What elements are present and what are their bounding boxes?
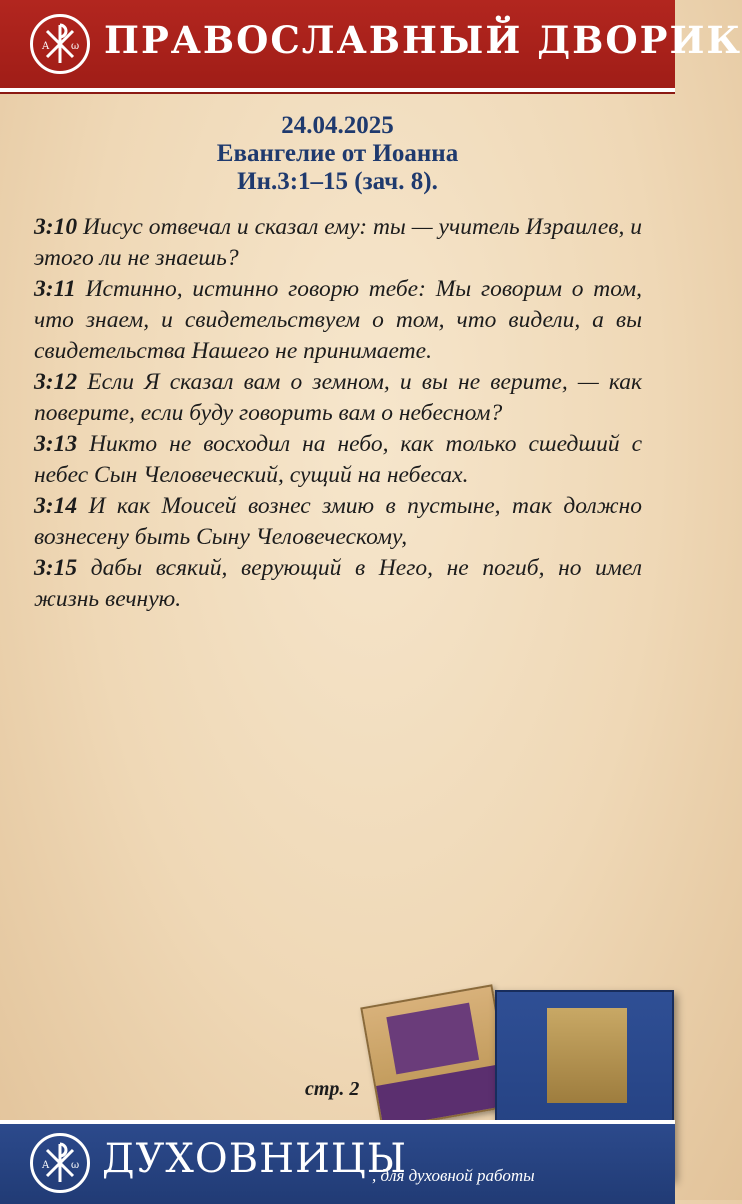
verse-list xyxy=(34,212,642,615)
svg-text:A: A xyxy=(42,41,50,52)
reading-heading xyxy=(0,112,675,196)
verse-number: 3:12 xyxy=(34,369,78,395)
icon-painting xyxy=(386,1003,479,1075)
verse-text: Никто не восходил на небо, как только сшедший с небес Сын Человеческий, сущий на небесах. xyxy=(34,431,642,488)
verse-text: Иисус отвечал и сказал ему: ты — учитель Израилев, и этого ли не знаешь? xyxy=(34,214,642,271)
verse-text: Если Я сказал вам о земном, и вы не верите, — как поверите, если буду говорить вам о небесном? xyxy=(34,369,643,426)
chi-rho-logo-icon xyxy=(30,1133,90,1193)
svg-text:A: A xyxy=(42,1160,50,1171)
verse-number: 3:15 xyxy=(34,555,78,581)
verse-text: дабы всякий, верующий в Него, не погиб, но имел жизнь вечную. xyxy=(34,555,643,612)
verse-number: 3:13 xyxy=(34,431,78,457)
header-banner xyxy=(0,0,742,92)
verse xyxy=(34,274,642,367)
gospel-book: Евангелие от Иоанна xyxy=(216,140,459,167)
verse-number: 3:10 xyxy=(34,214,78,240)
verse xyxy=(34,553,642,615)
scripture-reference: Ин.3:1–15 (зач. 8). xyxy=(237,168,438,195)
svg-text:ω: ω xyxy=(71,41,80,52)
verse xyxy=(34,429,642,491)
verse-text: Истинно, истинно говорю тебе: Мы говорим о том, что знаем, и свидетельствуем о том, что видели, а вы свидетельства Нашего не принимаете. xyxy=(34,276,643,364)
verse xyxy=(34,367,642,429)
verse xyxy=(34,212,642,274)
footer-banner xyxy=(0,1120,675,1204)
chi-rho-logo-icon xyxy=(30,14,90,74)
book-cover-image xyxy=(360,984,513,1129)
verse-text: И как Моисей вознес змию в пустыне, так должно вознесену быть Сыну Человеческому, xyxy=(34,493,642,550)
brand-tagline: , для духовной работы xyxy=(372,1166,535,1185)
verse-number: 3:11 xyxy=(34,276,76,302)
site-title: ПРАВОСЛАВНЫЙ ДВОРИК xyxy=(104,18,742,62)
brand-name: ДУХОВНИЦЫ xyxy=(102,1136,408,1182)
verse xyxy=(34,491,642,553)
page-number: стр. 2 xyxy=(305,1078,360,1100)
verse-number: 3:14 xyxy=(34,493,78,519)
reading-date: 24.04.2025 xyxy=(281,112,394,139)
svg-text:ω: ω xyxy=(71,1160,80,1171)
icon-painting xyxy=(547,1008,627,1103)
